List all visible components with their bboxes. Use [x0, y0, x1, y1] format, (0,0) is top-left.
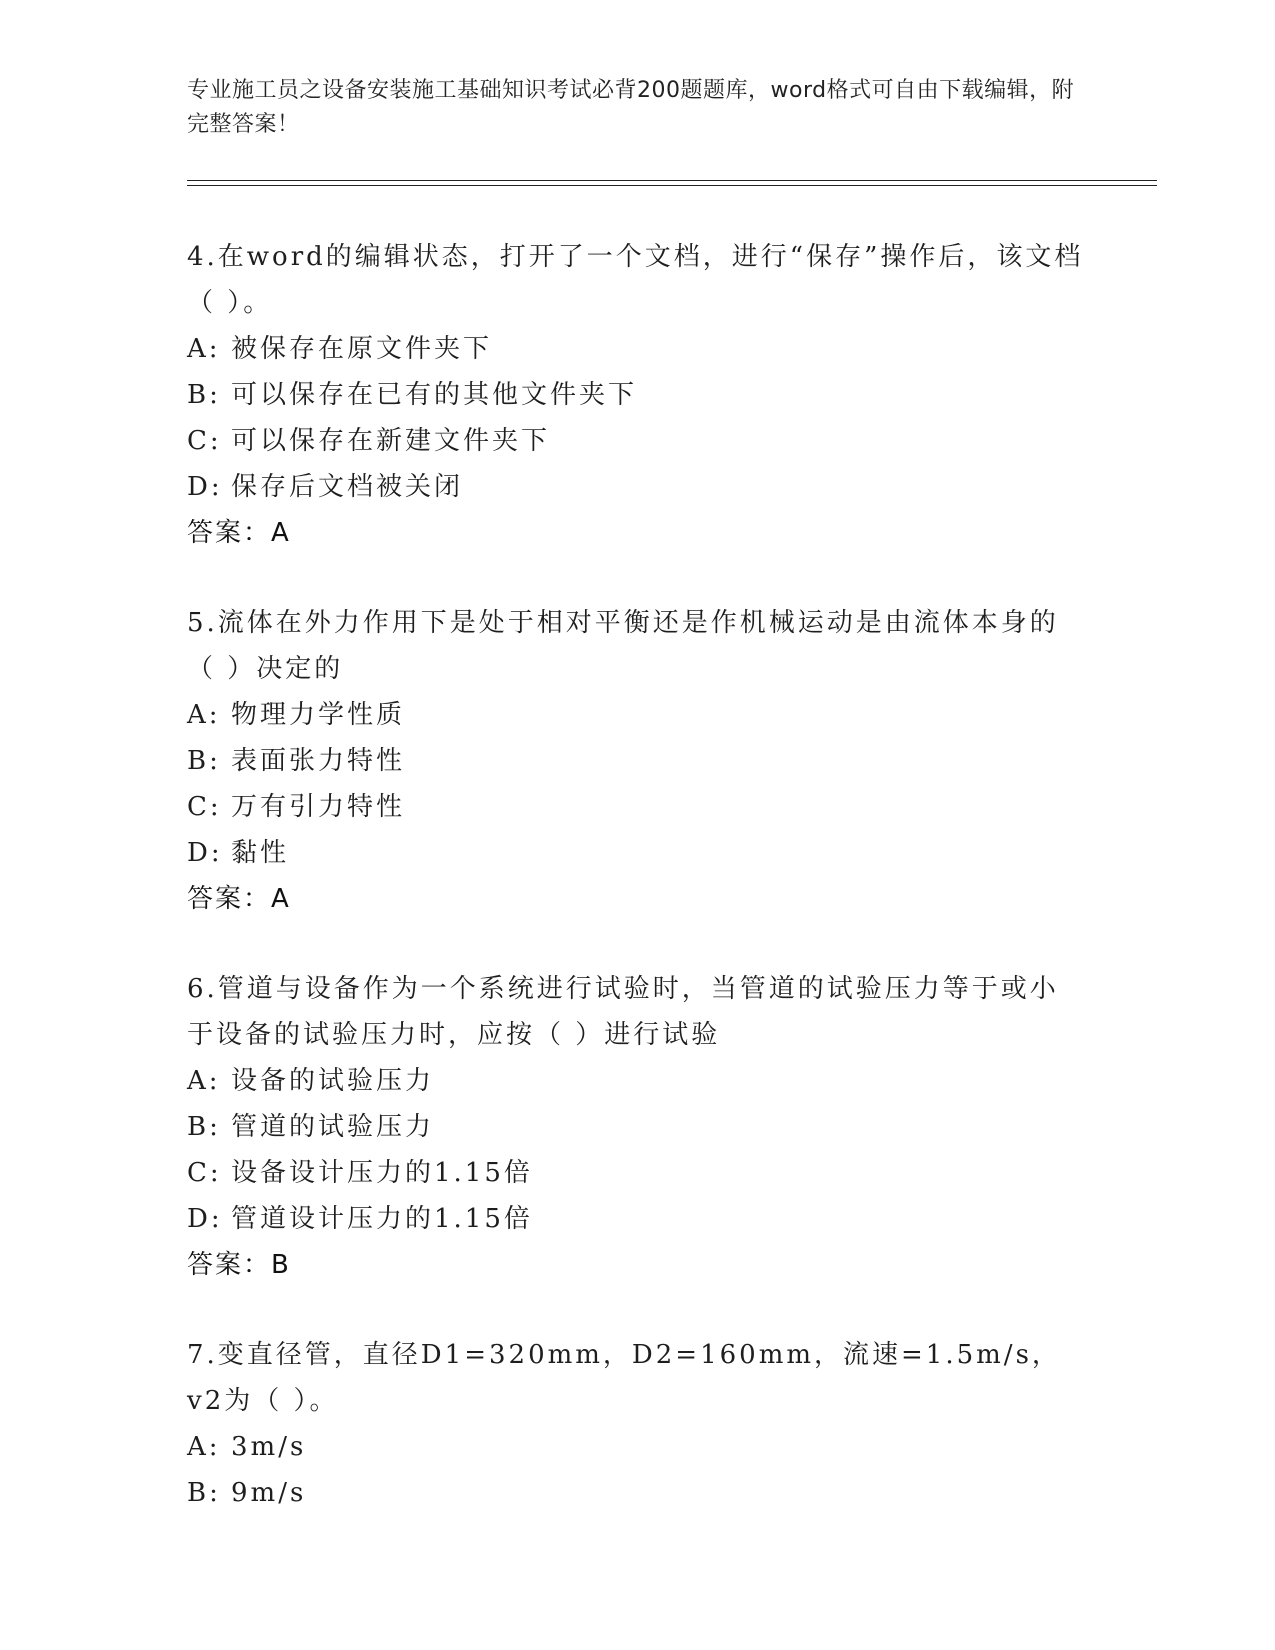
option-text: 物理力学性质 — [231, 700, 406, 730]
option-b — [187, 1104, 1087, 1150]
option-d — [187, 1196, 1087, 1242]
answer-line: 答案：A — [187, 518, 291, 548]
option-letter: A: — [187, 700, 221, 730]
option-text: 3m/s — [231, 1432, 307, 1462]
answer-line: 答案：A — [187, 884, 291, 914]
question-stem: 7.变直径管，直径D1=320mm，D2=160mm，流速=1.5m/s，v2为（ ）。 — [187, 1340, 1061, 1416]
option-a — [187, 1058, 1087, 1104]
option-letter: C: — [187, 1158, 222, 1188]
option-text: 万有引力特性 — [231, 792, 406, 822]
option-c — [187, 1150, 1087, 1196]
option-letter: B: — [187, 380, 221, 410]
option-c — [187, 418, 1087, 464]
option-text: 9m/s — [231, 1478, 307, 1508]
question-block — [187, 600, 1087, 922]
option-text: 设备设计压力的1.15倍 — [231, 1158, 533, 1188]
option-text: 可以保存在新建文件夹下 — [231, 426, 551, 456]
header-divider-top — [187, 180, 1157, 181]
option-b — [187, 372, 1087, 418]
question-block — [187, 966, 1087, 1288]
question-stem: 5.流体在外力作用下是处于相对平衡还是作机械运动是由流体本身的（ ）决定的 — [187, 608, 1059, 684]
option-d — [187, 830, 1087, 876]
option-letter: D: — [187, 1204, 223, 1234]
question-block — [187, 1332, 1087, 1516]
option-text: 表面张力特性 — [231, 746, 406, 776]
option-letter: A: — [187, 1066, 221, 1096]
option-d — [187, 464, 1087, 510]
option-letter: B: — [187, 1112, 221, 1142]
option-a — [187, 326, 1087, 372]
answer-line: 答案：B — [187, 1250, 291, 1280]
option-text: 设备的试验压力 — [231, 1066, 435, 1096]
option-letter: A: — [187, 1432, 221, 1462]
option-text: 黏性 — [231, 838, 290, 868]
option-letter: C: — [187, 426, 222, 456]
option-letter: A: — [187, 334, 221, 364]
option-a — [187, 692, 1087, 738]
question-stem: 4.在word的编辑状态，打开了一个文档，进行“保存”操作后，该文档（ ）。 — [187, 242, 1084, 318]
option-a — [187, 1424, 1087, 1470]
header-divider-bottom — [187, 185, 1157, 186]
option-text: 管道设计压力的1.15倍 — [231, 1204, 533, 1234]
question-block — [187, 234, 1087, 556]
document-title: 专业施工员之设备安装施工基础知识考试必背200题题库，word格式可自由下载编辑，附完整答案！ — [187, 78, 1075, 137]
option-letter: D: — [187, 472, 223, 502]
option-letter: C: — [187, 792, 222, 822]
option-letter: B: — [187, 746, 221, 776]
option-text: 被保存在原文件夹下 — [231, 334, 493, 364]
option-letter: D: — [187, 838, 223, 868]
option-text: 保存后文档被关闭 — [231, 472, 464, 502]
option-c — [187, 784, 1087, 830]
option-letter: B: — [187, 1478, 221, 1508]
question-stem: 6.管道与设备作为一个系统进行试验时，当管道的试验压力等于或小于设备的试验压力时，应按（ ）进行试验 — [187, 974, 1059, 1050]
option-text: 管道的试验压力 — [231, 1112, 435, 1142]
option-b — [187, 1470, 1087, 1516]
option-text: 可以保存在已有的其他文件夹下 — [231, 380, 638, 410]
option-b — [187, 738, 1087, 784]
